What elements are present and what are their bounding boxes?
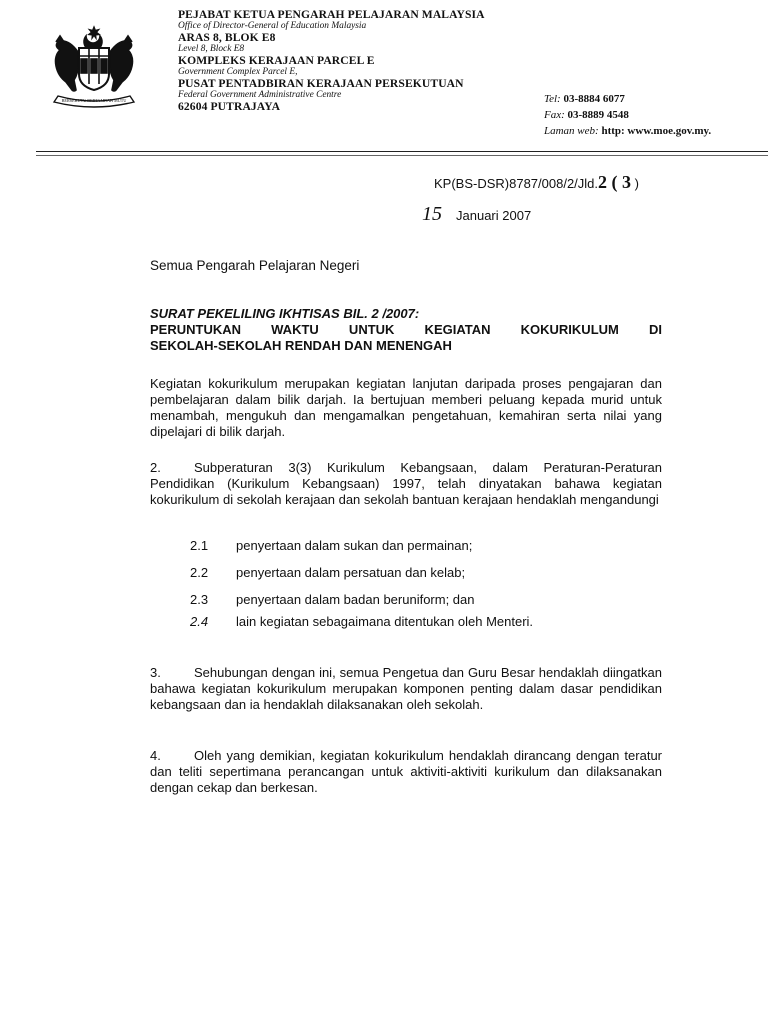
paragraph-3: 3. Sehubungan dengan ini, semua Pengetua dan Guru Besar hendaklah diingatkan bahawa kegiatan kokurikulum merupakan komponen penting dalam dasar pendidikan kebangsaan dan ia hendaklah dilaksanakan oleh sekolah.: [150, 665, 662, 712]
recipient: Semua Pengarah Pelajaran Negeri: [150, 258, 360, 273]
list-item: 2.4 lain kegiatan sebagaimana ditentukan oleh Menteri.: [190, 614, 534, 629]
date-day-handwritten: 15: [422, 203, 442, 225]
subject-heading: [150, 306, 662, 354]
svg-text:BERSEKUTU BERTAMBAH MUTU: BERSEKUTU BERTAMBAH MUTU: [61, 98, 127, 103]
contact-block: [544, 91, 711, 139]
paragraph-4: 4. Oleh yang demikian, kegiatan kokurikulum hendaklah dirancang dengan teratur dan teliti sepertimana perancangan untuk aktiviti-aktiviti kurikulum dan dilaksanakan dengan cekap dan berkesan.: [150, 748, 662, 795]
coat-of-arms-icon: [48, 22, 140, 108]
tel-line: Tel: 03-8884 6077: [544, 93, 625, 105]
subject-line-1: SURAT PEKELILING IKHTISAS BIL. 2 /2007:: [150, 306, 420, 321]
list-item: 2.2 penyertaan dalam persatuan dan kelab;: [190, 565, 466, 580]
list-item: 2.3 penyertaan dalam badan beruniform; dan: [190, 592, 475, 607]
letterhead: [178, 9, 485, 113]
office-name: PEJABAT KETUA PENGARAH PELAJARAN MALAYSIA: [178, 8, 485, 21]
list-item: 2.1 penyertaan dalam sukan dan permainan;: [190, 538, 473, 553]
subject-line-3: SEKOLAH-SEKOLAH RENDAH DAN MENENGAH: [150, 338, 452, 353]
reference-handwritten: 2 ( 3: [598, 172, 632, 192]
web-line: Laman web: http: www.moe.gov.my.: [544, 125, 712, 137]
letter-date: 15 Januari 2007: [422, 203, 532, 225]
letterhead-divider: [36, 151, 768, 152]
subject-line-2: PERUNTUKAN WAKTU UNTUK KEGIATAN KOKURIKULUM DI: [150, 322, 662, 337]
address-level: ARAS 8, BLOK E8: [178, 31, 276, 44]
paragraph-1: Kegiatan kokurikulum merupakan kegiatan lanjutan daripada proses pengajaran dan pembelajaran dalam bilik darjah. Ia bertujuan memberi peluang kepada murid untuk menambah, mengukuh dan mengamalkan pengetahuan, kemahiran serta nilai yang dipelajari di bilik darjah.: [150, 376, 662, 439]
address-centre-english: Federal Government Administrative Centre: [178, 90, 342, 100]
office-name-english: Office of Director-General of Education Malaysia: [178, 21, 367, 31]
letterhead-divider-thin: [36, 155, 768, 156]
paragraph-2: 2. Subperaturan 3(3) Kurikulum Kebangsaan, dalam Peraturan-Peraturan Pendidikan (Kurikulum Kebangsaan) 1997, telah dinyatakan bahawa kegiatan kokurikulum di sekolah kerajaan dan sekolah bantuan kerajaan hendaklah mengandungi: [150, 460, 662, 507]
address-centre: PUSAT PENTADBIRAN KERAJAAN PERSEKUTUAN: [178, 77, 464, 90]
reference-number: KP(BS-DSR)8787/008/2/Jld.2 ( 3 ): [434, 172, 639, 192]
address-complex: KOMPLEKS KERAJAAN PARCEL E: [178, 54, 375, 67]
address-level-english: Level 8, Block E8: [178, 44, 245, 54]
fax-line: Fax: 03-8889 4548: [544, 109, 629, 121]
address-postcode: 62604 PUTRAJAYA: [178, 100, 281, 113]
address-complex-english: Government Complex Parcel E,: [178, 67, 298, 77]
